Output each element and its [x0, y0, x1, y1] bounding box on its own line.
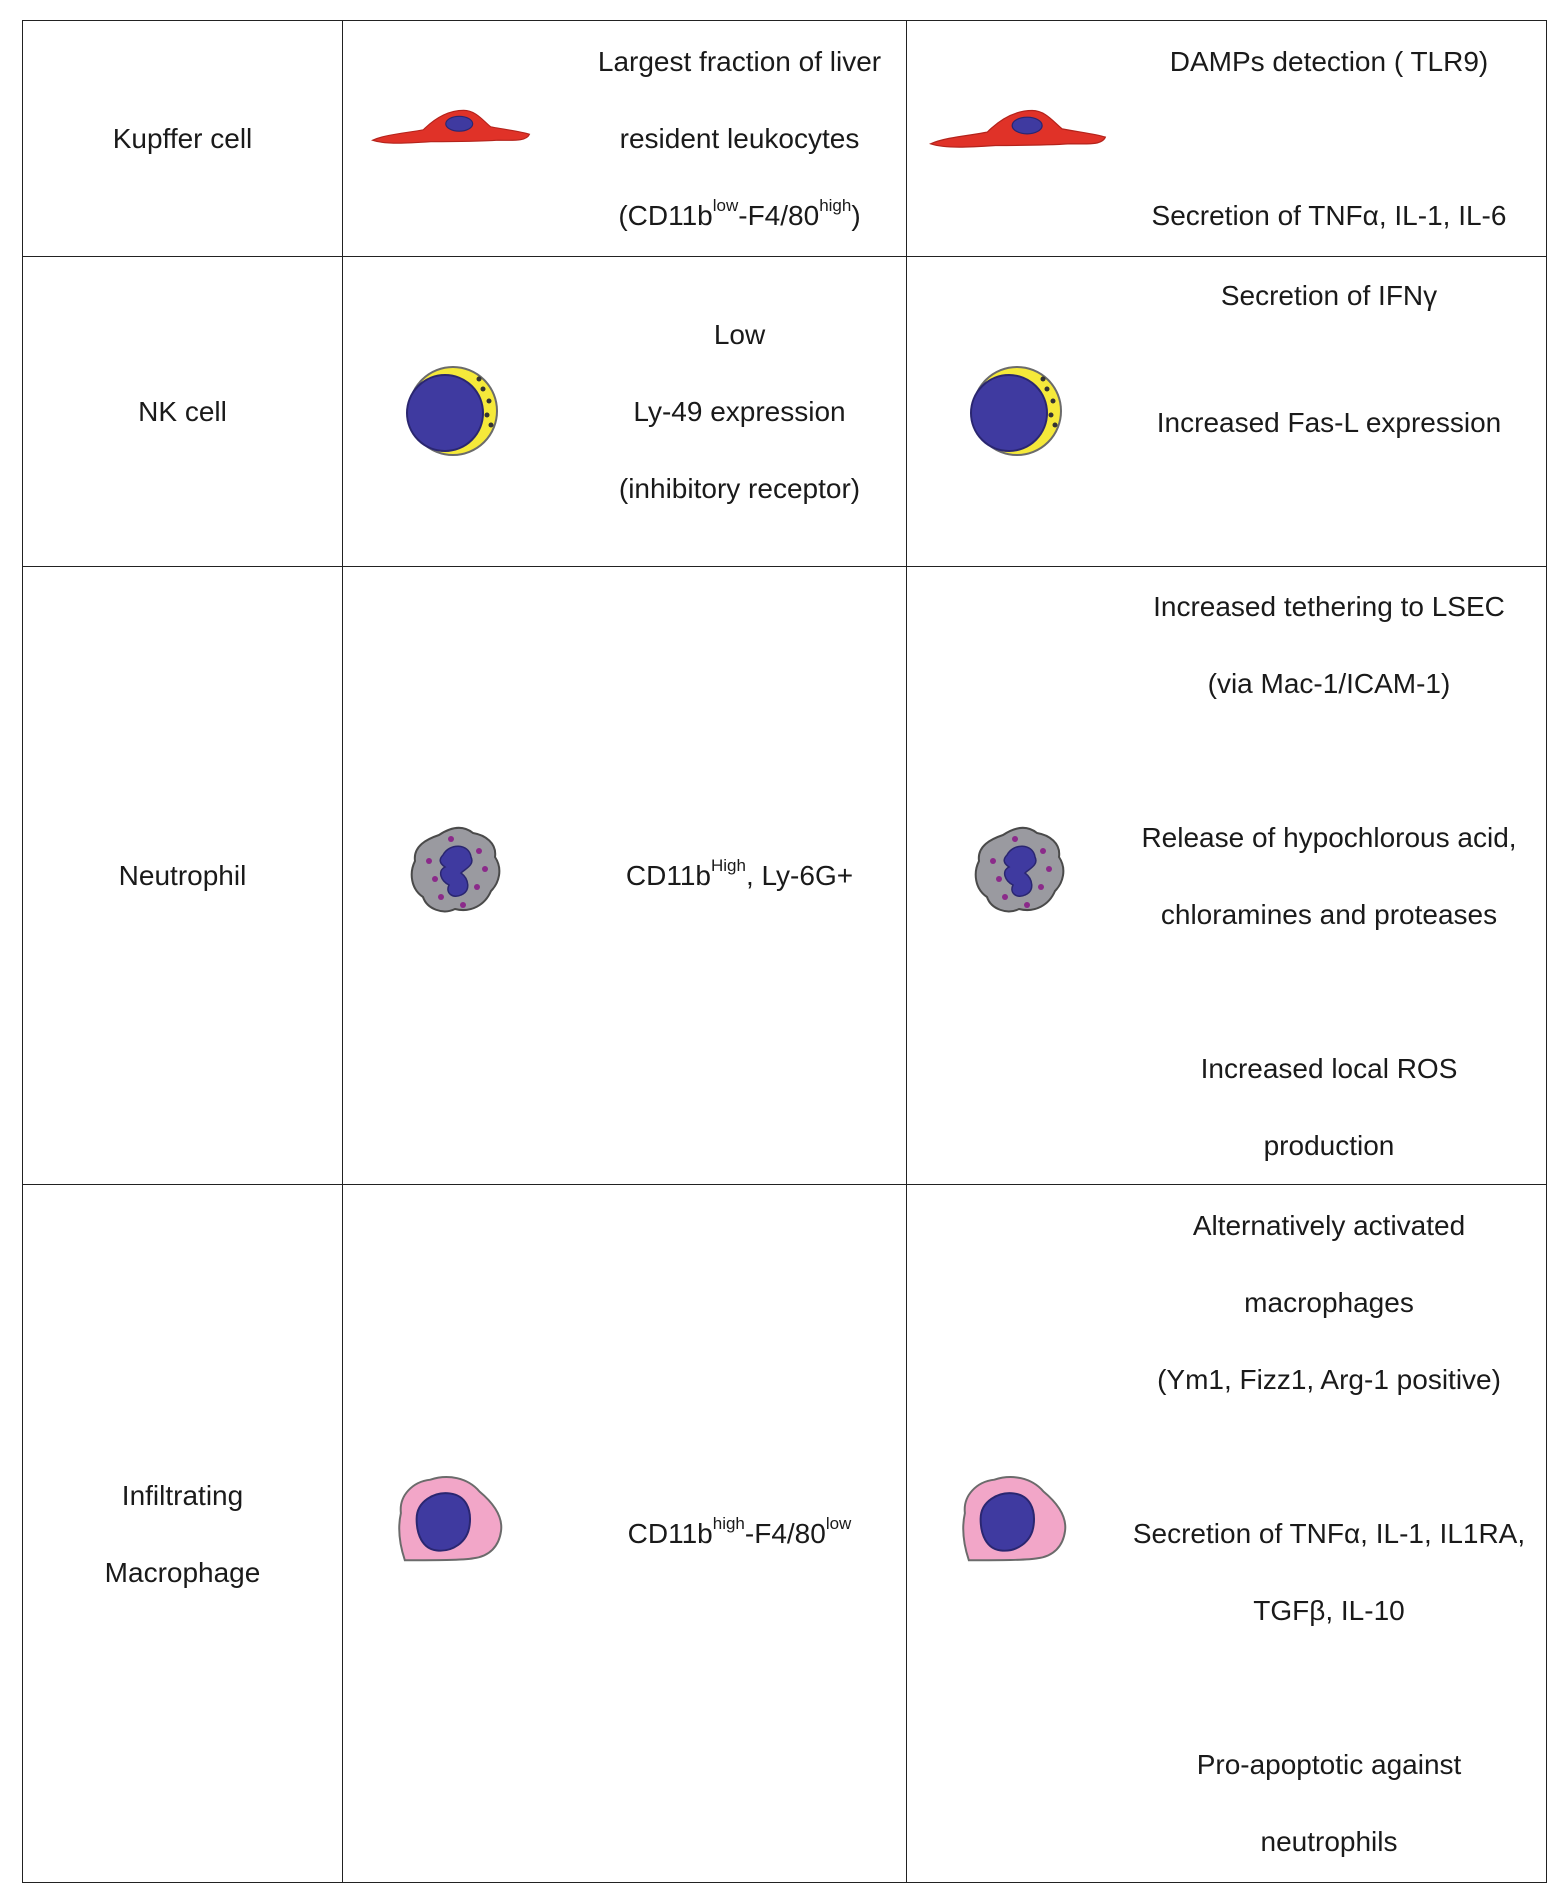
phenotype-cell: Largest fraction of liver resident leukocytes $(CD11b^{low}-F4/80^{high})$	[343, 21, 907, 257]
nk-cell-icon	[405, 363, 501, 459]
function-cell: DAMPs detection ( TLR9) Secretion of TNFα, IL-1, IL-6	[907, 21, 1547, 257]
phenotype-cell: Low Ly-49 expression (inhibitory receptor)	[343, 257, 907, 567]
function-cell: Alternatively activated macrophages (Ym1, Fizz1, Arg-1 positive) Secretion of TNFα, IL-1, IL1RA, TGFβ, IL-10 Pro-apoptotic against neutrophils	[907, 1185, 1547, 1883]
cell-type-name: Neutrophil	[23, 567, 343, 1185]
cell-type-name: Infiltrating Macrophage	[23, 1185, 343, 1883]
neutrophil-icon	[405, 821, 503, 917]
phenotype-cell: $CD11b^{High}$, Ly-6G+	[343, 567, 907, 1185]
function-cell: Secretion of IFNγ Increased Fas-L expression	[907, 257, 1547, 567]
cell-type-name: NK cell	[23, 257, 343, 567]
kupffer-cell-icon	[929, 103, 1107, 153]
neutrophil-icon	[969, 821, 1067, 917]
kupffer-cell-icon	[371, 103, 531, 149]
immune-cell-table	[22, 20, 1547, 1883]
phenotype-cell: $CD11b^{high}-F4/80^{low}$	[343, 1185, 907, 1883]
macrophage-icon	[395, 1473, 505, 1563]
macrophage-icon	[959, 1473, 1069, 1563]
table-row	[23, 21, 1547, 257]
table-row	[23, 257, 1547, 567]
cell-type-name: Kupffer cell	[23, 21, 343, 257]
nk-cell-icon	[969, 363, 1065, 459]
table-row	[23, 1185, 1547, 1883]
function-cell: Increased tethering to LSEC (via Mac-1/ICAM-1) Release of hypochlorous acid, chloramines and proteases Increased local ROS production	[907, 567, 1547, 1185]
table-row	[23, 567, 1547, 1185]
